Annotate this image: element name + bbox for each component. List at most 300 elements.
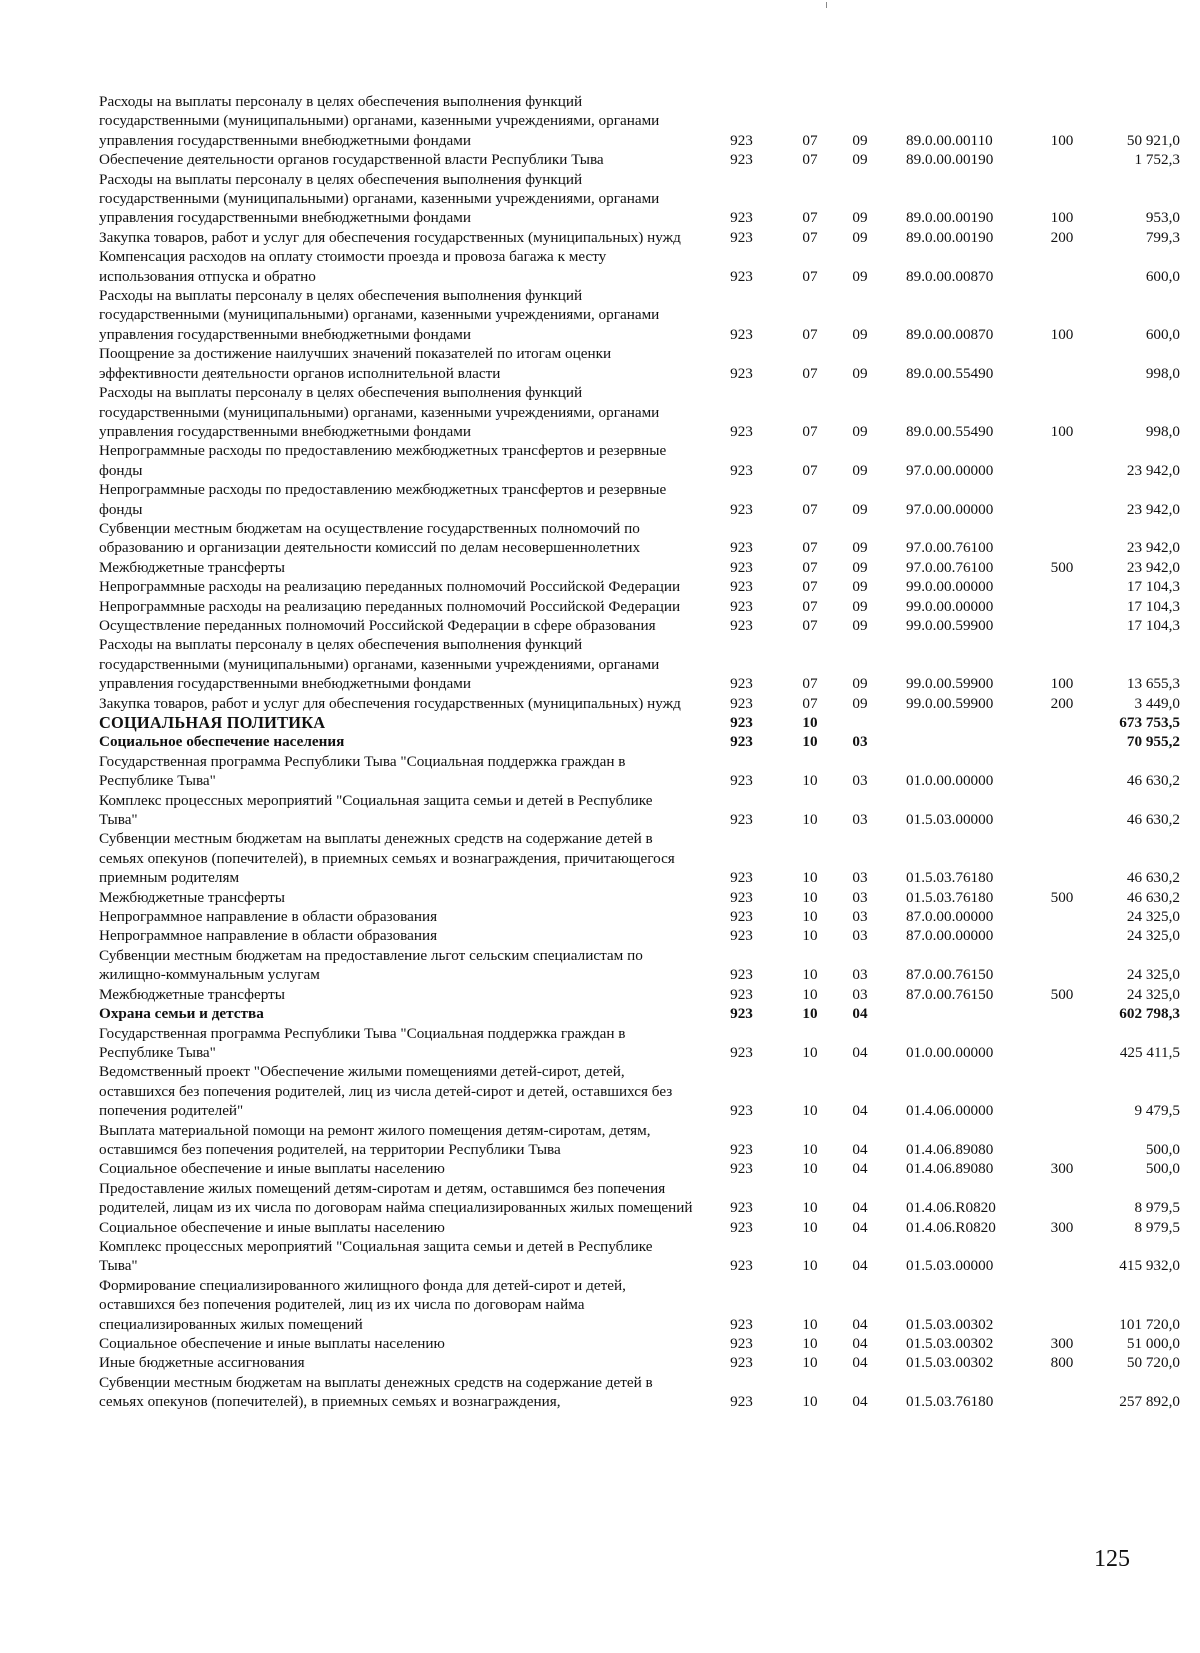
row-name: Непрограммные расходы на реализацию переданных полномочий Российской Федерации <box>99 597 681 615</box>
row-ved-code: 923 <box>730 714 753 731</box>
table-row <box>99 228 1180 247</box>
row-subsection-code: 04 <box>852 1393 868 1411</box>
row-subsection-code: 09 <box>852 578 868 596</box>
row-ved-code: 923 <box>730 1005 753 1023</box>
row-section-code: 07 <box>802 131 818 149</box>
row-target-article: 99.0.00.59900 <box>906 616 994 634</box>
row-subsection-code: 09 <box>852 151 868 169</box>
row-name: Расходы на выплаты персоналу в целях обеспечения выполнения функций государственными (муниципальными) органами, казенными учреждениями, органами управления государственными внебюджетными фондами <box>99 636 660 693</box>
row-subsection-code: 09 <box>852 616 868 634</box>
row-section-code: 07 <box>802 578 818 596</box>
table-row <box>99 383 1180 441</box>
table-row <box>99 597 1180 616</box>
row-section-code: 10 <box>802 1315 818 1333</box>
row-ved-code: 923 <box>730 985 753 1003</box>
row-subsection-code: 03 <box>852 811 868 829</box>
row-expense-type: 500 <box>1050 985 1074 1003</box>
row-section-code: 10 <box>802 888 818 906</box>
row-expense-type: 100 <box>1050 422 1074 440</box>
row-name: Расходы на выплаты персоналу в целях обеспечения выполнения функций государственными (муниципальными) органами, казенными учреждениями, органами управления государственными внебюджетными фондами <box>99 170 660 227</box>
table-row <box>99 1062 1180 1120</box>
table-row <box>99 888 1180 907</box>
row-expense-type: 500 <box>1050 558 1074 576</box>
row-target-article: 89.0.00.55490 <box>906 364 994 382</box>
row-target-article: 01.4.06.R0820 <box>906 1218 996 1236</box>
row-expense-type <box>1034 1121 1090 1160</box>
row-amount: 23 942,0 <box>1126 558 1180 576</box>
row-target-article <box>884 1004 1034 1023</box>
row-name: Комплекс процессных мероприятий "Социальная защита семьи и детей в Республике Тыва" <box>99 1237 653 1275</box>
row-target-article: 99.0.00.00000 <box>906 597 994 615</box>
row-target-article <box>884 732 1034 751</box>
row-section-code: 07 <box>802 209 818 227</box>
row-target-article: 01.5.03.00000 <box>906 1257 994 1275</box>
row-name: Непрограммные расходы на реализацию переданных полномочий Российской Федерации <box>99 578 681 596</box>
row-subsection-code: 03 <box>852 908 868 926</box>
row-name: Расходы на выплаты персоналу в целях обеспечения выполнения функций государственными (муниципальными) органами, казенными учреждениями, органами управления государственными внебюджетными фондами <box>99 93 660 149</box>
table-row <box>99 946 1180 985</box>
row-subsection-code: 04 <box>852 1354 868 1372</box>
row-subsection-code: 04 <box>852 1140 868 1158</box>
table-row <box>99 616 1180 635</box>
table-row <box>99 558 1180 577</box>
row-name: Непрограммное направление в области образования <box>99 927 438 945</box>
row-amount: 13 655,3 <box>1126 675 1180 693</box>
row-section-code: 10 <box>802 714 818 731</box>
row-target-article: 01.5.03.00000 <box>906 811 994 829</box>
row-amount: 24 325,0 <box>1126 966 1180 984</box>
row-amount: 70 955,2 <box>1126 733 1180 751</box>
row-name: Непрограммное направление в области образования <box>99 908 438 926</box>
row-name: Государственная программа Республики Тыва "Социальная поддержка граждан в Республике Тыва" <box>99 1024 626 1061</box>
row-amount: 799,3 <box>1145 228 1180 246</box>
row-expense-type <box>1034 829 1090 887</box>
row-amount: 46 630,2 <box>1126 869 1180 887</box>
row-expense-type: 200 <box>1050 228 1074 246</box>
row-target-article: 89.0.00.00190 <box>906 209 994 227</box>
row-ved-code: 923 <box>730 694 753 712</box>
row-amount: 23 942,0 <box>1126 539 1180 557</box>
table-row <box>99 1334 1180 1353</box>
row-amount: 673 753,5 <box>1119 714 1180 731</box>
row-subsection-code: 09 <box>852 364 868 382</box>
row-target-article: 89.0.00.00190 <box>906 228 994 246</box>
row-target-article: 89.0.00.00110 <box>906 131 993 149</box>
table-row <box>99 441 1180 480</box>
row-ved-code: 923 <box>730 597 753 615</box>
row-target-article: 01.0.00.00000 <box>906 1043 994 1061</box>
row-section-code: 07 <box>802 325 818 343</box>
row-name: Расходы на выплаты персоналу в целях обеспечения выполнения функций государственными (муниципальными) органами, казенными учреждениями, органами управления государственными внебюджетными фондами <box>99 384 660 440</box>
row-expense-type: 100 <box>1050 209 1074 227</box>
row-amount: 953,0 <box>1145 209 1180 227</box>
row-section-code: 10 <box>802 1043 818 1061</box>
row-section-code: 10 <box>802 908 818 926</box>
table-row <box>99 150 1180 169</box>
row-name: Межбюджетные трансферты <box>99 985 285 1003</box>
row-expense-type <box>1034 150 1090 169</box>
row-ved-code: 923 <box>730 616 753 634</box>
row-subsection-code: 03 <box>852 985 868 1003</box>
table-row <box>99 519 1180 558</box>
row-name: Непрограммные расходы по предоставлению межбюджетных трансфертов и резервные фонды <box>99 481 667 518</box>
row-subsection-code: 09 <box>852 228 868 246</box>
table-row <box>99 752 1180 791</box>
row-expense-type <box>1034 247 1090 286</box>
row-amount: 24 325,0 <box>1126 908 1180 926</box>
row-name: Субвенции местным бюджетам на осуществление государственных полномочий по образованию и организации деятельности комиссий по делам несовершеннолетних <box>99 519 641 557</box>
table-row <box>99 344 1180 383</box>
row-subsection-code: 09 <box>852 539 868 557</box>
row-ved-code: 923 <box>730 1160 753 1178</box>
row-ved-code: 923 <box>730 869 753 887</box>
row-subsection-code: 09 <box>852 597 868 615</box>
row-ved-code: 923 <box>730 733 753 751</box>
row-section-code: 07 <box>802 694 818 712</box>
row-section-code: 10 <box>802 1354 818 1372</box>
row-section-code: 10 <box>802 985 818 1003</box>
row-expense-type <box>1034 519 1090 558</box>
row-section-code: 07 <box>802 539 818 557</box>
table-row <box>99 791 1180 830</box>
row-subsection-code: 03 <box>852 927 868 945</box>
row-expense-type <box>1034 1004 1090 1023</box>
row-amount: 3 449,0 <box>1134 694 1180 712</box>
row-target-article: 01.5.03.76180 <box>906 888 994 906</box>
row-subsection-code: 09 <box>852 325 868 343</box>
row-amount: 257 892,0 <box>1119 1393 1180 1411</box>
row-ved-code: 923 <box>730 364 753 382</box>
row-section-code: 10 <box>802 966 818 984</box>
row-subsection-code <box>836 713 884 732</box>
table-row <box>99 1179 1180 1218</box>
row-subsection-code: 09 <box>852 694 868 712</box>
row-section-code: 10 <box>802 1335 818 1352</box>
row-section-code: 07 <box>802 558 818 576</box>
row-name: Выплата материальной помощи на ремонт жилого помещения детям-сиротам, детям, оставшимся без попечения родителей, на территории Республики Тыва <box>99 1121 651 1158</box>
row-ved-code: 923 <box>730 209 753 227</box>
row-section-code: 10 <box>802 1218 818 1236</box>
row-subsection-code: 09 <box>852 131 868 149</box>
row-target-article: 87.0.00.00000 <box>906 927 994 945</box>
row-subsection-code: 04 <box>852 1315 868 1333</box>
row-target-article: 97.0.00.76100 <box>906 539 994 557</box>
row-expense-type <box>1034 597 1090 616</box>
row-expense-type <box>1034 616 1090 635</box>
row-amount: 600,0 <box>1145 325 1180 343</box>
row-name: Формирование специализированного жилищного фонда для детей-сирот и детей, оставшихся без попечения родителей, лиц из их числа по договорам найма специализированных жилых помещений <box>99 1276 626 1333</box>
scan-artifact <box>826 2 827 8</box>
row-ved-code: 923 <box>730 772 753 790</box>
row-expense-type <box>1034 713 1090 732</box>
row-target-article: 01.5.03.00302 <box>906 1335 994 1352</box>
row-amount: 8 979,5 <box>1134 1199 1180 1217</box>
table-row <box>99 1276 1180 1334</box>
row-ved-code: 923 <box>730 1102 753 1120</box>
row-target-article <box>884 713 1034 732</box>
row-ved-code: 923 <box>730 1140 753 1158</box>
row-ved-code: 923 <box>730 558 753 576</box>
row-section-code: 07 <box>802 616 818 634</box>
row-name: Предоставление жилых помещений детям-сиротам и детям, оставшимся без попечения родителей, лицам из их числа по договорам найма специализированных жилых помещений <box>99 1179 693 1217</box>
row-subsection-code: 03 <box>852 772 868 790</box>
row-target-article: 89.0.00.00870 <box>906 325 994 343</box>
row-name: Субвенции местным бюджетам на предоставление льгот сельским специалистам по жилищно-коммунальным услугам <box>99 946 643 984</box>
table-row <box>99 92 1180 150</box>
table-row <box>99 1218 1180 1237</box>
row-subsection-code: 09 <box>852 422 868 440</box>
row-expense-type <box>1034 441 1090 480</box>
row-section-code: 07 <box>802 461 818 479</box>
table-row <box>99 1004 1180 1023</box>
row-section-code: 10 <box>802 733 818 751</box>
row-section-code: 10 <box>802 869 818 887</box>
table-row <box>99 635 1180 693</box>
row-target-article: 01.5.03.00302 <box>906 1315 994 1333</box>
row-ved-code: 923 <box>730 888 753 906</box>
row-expense-type <box>1034 1024 1090 1063</box>
row-section-code: 10 <box>802 1005 818 1023</box>
row-name: Охрана семьи и детства <box>99 1005 264 1023</box>
row-amount: 24 325,0 <box>1126 927 1180 945</box>
row-ved-code: 923 <box>730 500 753 518</box>
table-row <box>99 1373 1180 1412</box>
row-amount: 500,0 <box>1145 1160 1180 1178</box>
row-amount: 17 104,3 <box>1126 616 1180 634</box>
row-target-article: 89.0.00.00190 <box>906 151 994 169</box>
row-name: Социальное обеспечение и иные выплаты населению <box>99 1335 445 1352</box>
row-amount: 46 630,2 <box>1126 888 1180 906</box>
row-expense-type: 100 <box>1050 675 1074 693</box>
row-target-article: 01.4.06.00000 <box>906 1102 994 1120</box>
row-amount: 998,0 <box>1145 364 1180 382</box>
row-subsection-code: 04 <box>852 1218 868 1236</box>
row-ved-code: 923 <box>730 461 753 479</box>
row-name: СОЦИАЛЬНАЯ ПОЛИТИКА <box>99 713 326 732</box>
row-target-article: 01.5.03.76180 <box>906 1393 994 1411</box>
row-subsection-code: 09 <box>852 675 868 693</box>
row-expense-type <box>1034 926 1090 945</box>
row-ved-code: 923 <box>730 325 753 343</box>
budget-table-body <box>99 92 1180 1412</box>
row-ved-code: 923 <box>730 1199 753 1217</box>
table-row <box>99 247 1180 286</box>
row-subsection-code: 03 <box>852 869 868 887</box>
row-subsection-code: 04 <box>852 1199 868 1217</box>
row-ved-code: 923 <box>730 578 753 596</box>
table-row <box>99 577 1180 596</box>
row-expense-type <box>1034 480 1090 519</box>
row-name: Непрограммные расходы по предоставлению межбюджетных трансфертов и резервные фонды <box>99 442 667 479</box>
row-amount: 9 479,5 <box>1134 1102 1180 1120</box>
row-subsection-code: 04 <box>852 1005 868 1023</box>
row-name: Расходы на выплаты персоналу в целях обеспечения выполнения функций государственными (муниципальными) органами, казенными учреждениями, органами управления государственными внебюджетными фондами <box>99 287 660 343</box>
row-expense-type <box>1034 344 1090 383</box>
row-ved-code: 923 <box>730 908 753 926</box>
row-expense-type <box>1034 752 1090 791</box>
row-ved-code: 923 <box>730 267 753 285</box>
page-number: 125 <box>1094 1546 1130 1572</box>
row-section-code: 10 <box>802 1140 818 1158</box>
row-amount: 998,0 <box>1145 422 1180 440</box>
table-row <box>99 1159 1180 1178</box>
row-expense-type: 100 <box>1050 131 1074 149</box>
row-name: Межбюджетные трансферты <box>99 888 285 906</box>
table-row <box>99 1121 1180 1160</box>
row-ved-code: 923 <box>730 1043 753 1061</box>
table-row <box>99 732 1180 751</box>
row-section-code: 10 <box>802 1160 818 1178</box>
row-amount: 23 942,0 <box>1126 461 1180 479</box>
table-row <box>99 694 1180 713</box>
row-ved-code: 923 <box>730 675 753 693</box>
row-section-code: 10 <box>802 772 818 790</box>
row-ved-code: 923 <box>730 1354 753 1372</box>
row-expense-type <box>1034 577 1090 596</box>
row-name: Осуществление переданных полномочий Российской Федерации в сфере образования <box>99 616 656 634</box>
row-subsection-code: 04 <box>852 1257 868 1275</box>
row-target-article: 87.0.00.76150 <box>906 985 994 1003</box>
row-subsection-code: 03 <box>852 733 868 751</box>
row-expense-type: 300 <box>1050 1160 1074 1178</box>
row-ved-code: 923 <box>730 539 753 557</box>
row-amount: 8 979,5 <box>1134 1218 1180 1236</box>
row-ved-code: 923 <box>730 228 753 246</box>
row-name: Социальное обеспечение населения <box>99 733 345 751</box>
row-ved-code: 923 <box>730 1335 753 1352</box>
row-expense-type <box>1034 732 1090 751</box>
row-name: Ведомственный проект "Обеспечение жилыми помещениями детей-сирот, детей, оставшихся без попечения родителей, лиц из числа детей-сирот и детей, оставшихся без попечения родителей" <box>99 1063 673 1120</box>
row-ved-code: 923 <box>730 811 753 829</box>
row-amount: 23 942,0 <box>1126 500 1180 518</box>
row-expense-type <box>1034 946 1090 985</box>
row-subsection-code: 09 <box>852 209 868 227</box>
row-target-article: 97.0.00.00000 <box>906 500 994 518</box>
row-target-article: 89.0.00.55490 <box>906 422 994 440</box>
row-subsection-code: 09 <box>852 558 868 576</box>
row-amount: 46 630,2 <box>1126 772 1180 790</box>
table-row <box>99 907 1180 926</box>
row-subsection-code: 04 <box>852 1102 868 1120</box>
row-ved-code: 923 <box>730 1257 753 1275</box>
row-section-code: 10 <box>802 1102 818 1120</box>
row-amount: 50 720,0 <box>1126 1354 1180 1372</box>
row-subsection-code: 04 <box>852 1160 868 1178</box>
row-amount: 50 921,0 <box>1126 131 1180 149</box>
row-ved-code: 923 <box>730 1393 753 1411</box>
row-section-code: 07 <box>802 422 818 440</box>
row-section-code: 10 <box>802 1257 818 1275</box>
row-expense-type <box>1034 1237 1090 1276</box>
table-row <box>99 286 1180 344</box>
row-subsection-code: 09 <box>852 461 868 479</box>
row-name: Социальное обеспечение и иные выплаты населению <box>99 1218 445 1236</box>
table-row <box>99 1024 1180 1063</box>
table-row <box>99 926 1180 945</box>
row-amount: 1 752,3 <box>1134 151 1180 169</box>
table-row <box>99 1237 1180 1276</box>
table-row <box>99 713 1180 732</box>
table-row <box>99 829 1180 887</box>
row-section-code: 07 <box>802 151 818 169</box>
row-expense-type: 800 <box>1050 1354 1074 1372</box>
row-ved-code: 923 <box>730 1218 753 1236</box>
row-target-article: 01.5.03.00302 <box>906 1354 994 1372</box>
row-target-article: 89.0.00.00870 <box>906 267 994 285</box>
row-amount: 425 411,5 <box>1119 1043 1180 1061</box>
row-amount: 602 798,3 <box>1119 1005 1180 1023</box>
row-name: Иные бюджетные ассигнования <box>99 1354 305 1372</box>
row-subsection-code: 03 <box>852 966 868 984</box>
row-section-code: 07 <box>802 597 818 615</box>
row-section-code: 10 <box>802 1199 818 1217</box>
row-section-code: 07 <box>802 500 818 518</box>
table-row <box>99 480 1180 519</box>
row-name: Обеспечение деятельности органов государственной власти Республики Тыва <box>99 151 604 169</box>
budget-table <box>99 92 1180 1412</box>
row-name: Поощрение за достижение наилучших значений показателей по итогам оценки эффективности деятельности органов исполнительной власти <box>99 345 612 382</box>
row-name: Закупка товаров, работ и услуг для обеспечения государственных (муниципальных) нужд <box>99 694 681 712</box>
row-amount: 24 325,0 <box>1126 985 1180 1003</box>
row-target-article: 99.0.00.00000 <box>906 578 994 596</box>
row-expense-type: 300 <box>1050 1218 1074 1236</box>
row-target-article: 87.0.00.00000 <box>906 908 994 926</box>
row-expense-type <box>1034 1179 1090 1218</box>
row-ved-code: 923 <box>730 131 753 149</box>
row-expense-type <box>1034 907 1090 926</box>
row-name: Комплекс процессных мероприятий "Социальная защита семьи и детей в Республике Тыва" <box>99 791 653 829</box>
row-expense-type: 300 <box>1050 1335 1074 1352</box>
row-amount: 46 630,2 <box>1126 811 1180 829</box>
table-row <box>99 1353 1180 1372</box>
row-expense-type <box>1034 1276 1090 1334</box>
row-name: Закупка товаров, работ и услуг для обеспечения государственных (муниципальных) нужд <box>99 228 681 246</box>
row-ved-code: 923 <box>730 927 753 945</box>
row-subsection-code: 03 <box>852 888 868 906</box>
row-amount: 101 720,0 <box>1119 1315 1180 1333</box>
row-target-article: 87.0.00.76150 <box>906 966 994 984</box>
table-row <box>99 985 1180 1004</box>
row-section-code: 10 <box>802 927 818 945</box>
row-target-article: 01.4.06.R0820 <box>906 1199 996 1217</box>
row-section-code: 07 <box>802 364 818 382</box>
row-target-article: 97.0.00.00000 <box>906 461 994 479</box>
row-target-article: 99.0.00.59900 <box>906 694 994 712</box>
row-amount: 17 104,3 <box>1126 578 1180 596</box>
row-subsection-code: 04 <box>852 1043 868 1061</box>
row-expense-type: 100 <box>1050 325 1074 343</box>
row-name: Межбюджетные трансферты <box>99 558 285 576</box>
row-section-code: 10 <box>802 811 818 829</box>
row-expense-type <box>1034 1062 1090 1120</box>
row-amount: 51 000,0 <box>1126 1335 1180 1352</box>
row-amount: 600,0 <box>1145 267 1180 285</box>
row-expense-type <box>1034 791 1090 830</box>
row-section-code: 07 <box>802 228 818 246</box>
row-amount: 500,0 <box>1145 1140 1180 1158</box>
row-name: Субвенции местным бюджетам на выплаты денежных средств на содержание детей в семьях опекунов (попечителей), в приемных семьях и вознаграждения, причитающегося приемным родителям <box>99 830 675 887</box>
row-ved-code: 923 <box>730 966 753 984</box>
row-name: Компенсация расходов на оплату стоимости проезда и провоза багажа к месту использования отпуска и обратно <box>99 248 607 285</box>
row-name: Субвенции местным бюджетам на выплаты денежных средств на содержание детей в семьях опекунов (попечителей), в приемных семьях и вознаграждения, <box>99 1373 653 1411</box>
row-subsection-code: 09 <box>852 500 868 518</box>
row-target-article: 01.4.06.89080 <box>906 1160 994 1178</box>
row-ved-code: 923 <box>730 1315 753 1333</box>
row-amount: 17 104,3 <box>1126 597 1180 615</box>
row-section-code: 10 <box>802 1393 818 1411</box>
row-name: Социальное обеспечение и иные выплаты населению <box>99 1160 445 1178</box>
row-target-article: 01.4.06.89080 <box>906 1140 994 1158</box>
